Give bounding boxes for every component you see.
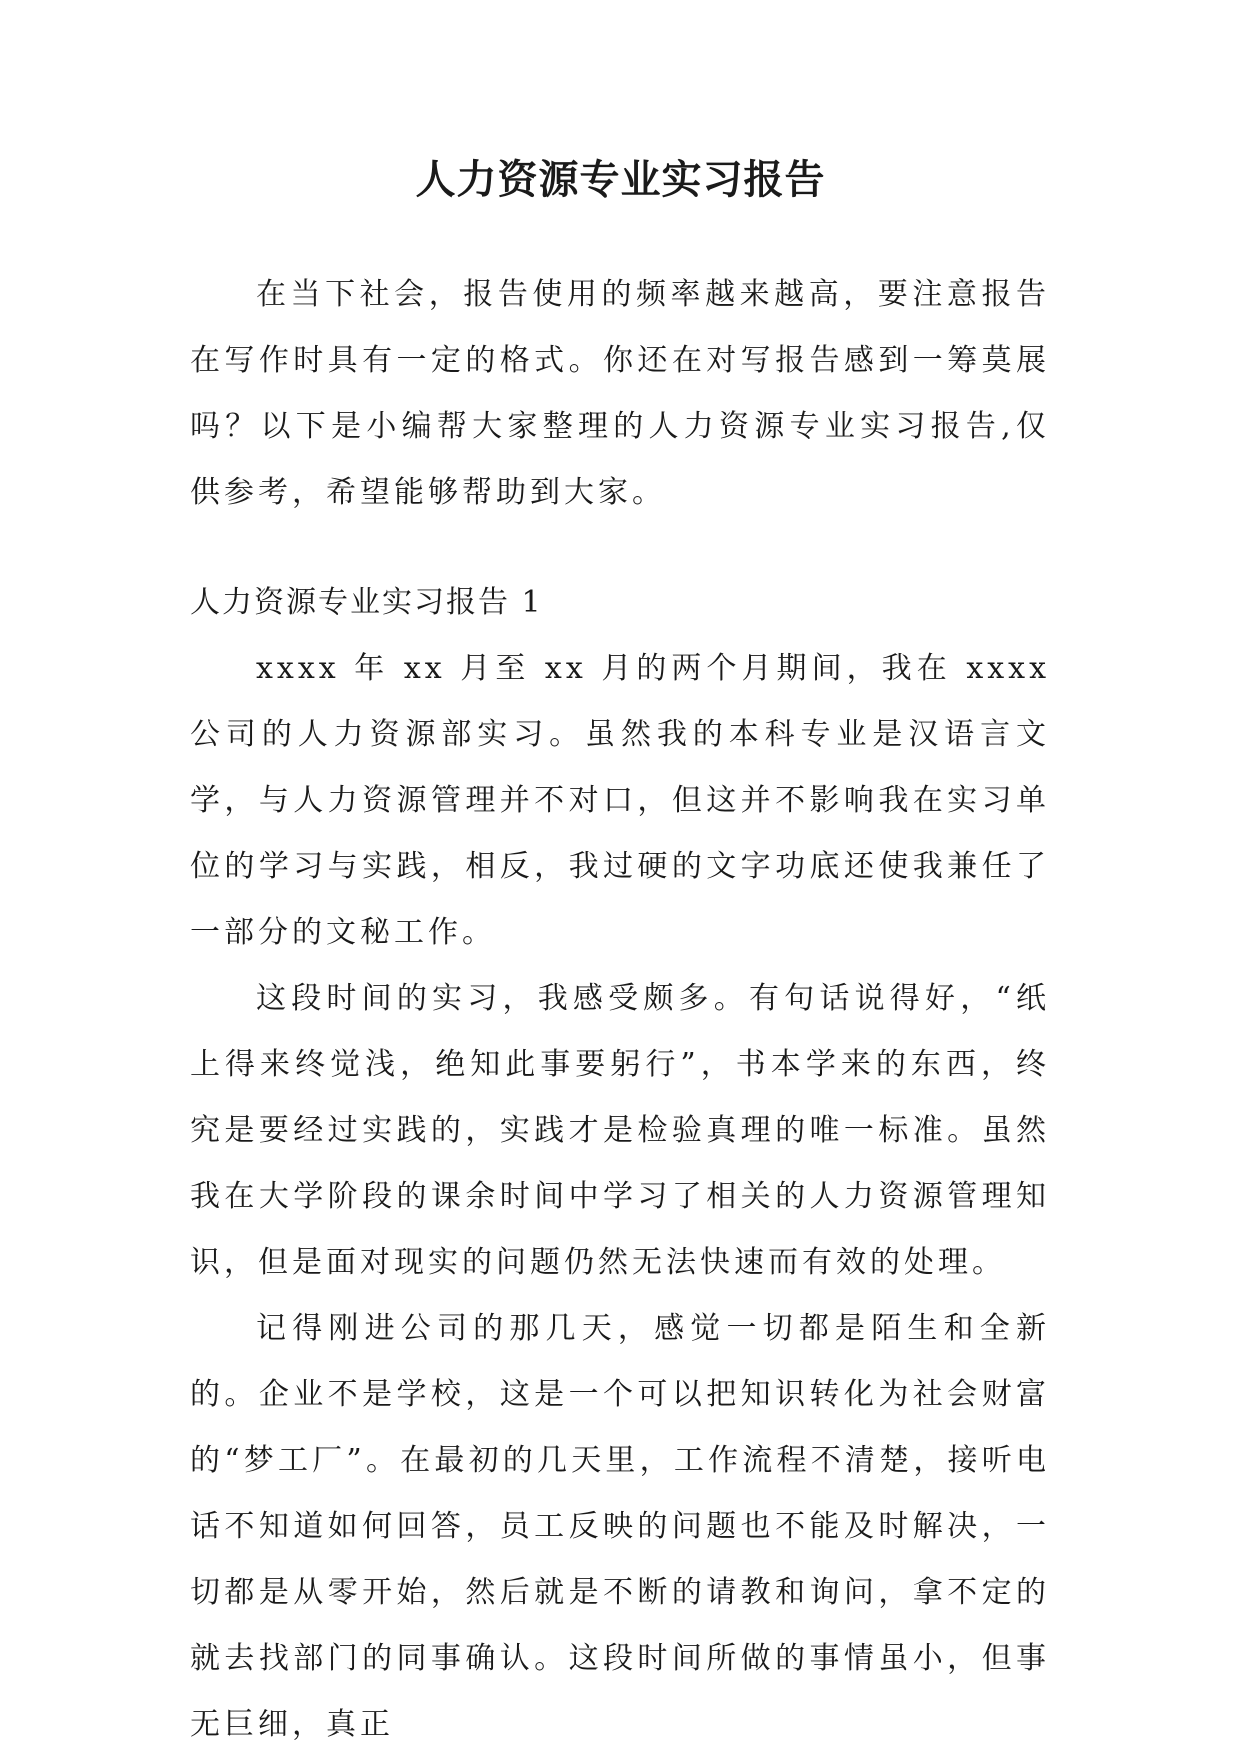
body-paragraph-3: 记得刚进公司的那几天，感觉一切都是陌生和全新的。企业不是学校，这是一个可以把知识转化为社会财富的“梦工厂”。在最初的几天里，工作流程不清楚，接听电话不知道如何回答，员工反映的问题也不能及时解决，一切都是从零开始，然后就是不断的请教和询问，拿不定的就去找部门的同事确认。这段时间所做的事情虽小，但事无巨细，真正: [190, 1311, 1050, 1742]
section-heading: 人力资源专业实习报告 1: [190, 585, 543, 620]
body-paragraph-2: 这段时间的实习，我感受颇多。有句话说得好，“纸上得来终觉浅，绝知此事要躬行”，书本学来的东西，终究是要经过实践的，实践才是检验真理的唯一标准。虽然我在大学阶段的课余时间中学习了相关的人力资源管理知识，但是面对现实的问题仍然无法快速而有效的处理。: [190, 981, 1050, 1280]
body-paragraph-1: xxxx 年 xx 月至 xx 月的两个月期间，我在 xxxx 公司的人力资源部实习。虽然我的本科专业是汉语言文学，与人力资源管理并不对口，但这并不影响我在实习单位的学习与实践，相反，我过硬的文字功底还使我兼任了一部分的文秘工作。: [190, 651, 1050, 950]
intro-paragraph: 在当下社会，报告使用的频率越来越高，要注意报告在写作时具有一定的格式。你还在对写报告感到一筹莫展吗？以下是小编帮大家整理的人力资源专业实习报告,仅供参考，希望能够帮助到大家。: [190, 277, 1050, 510]
document-title: 人力资源专业实习报告: [415, 156, 826, 203]
